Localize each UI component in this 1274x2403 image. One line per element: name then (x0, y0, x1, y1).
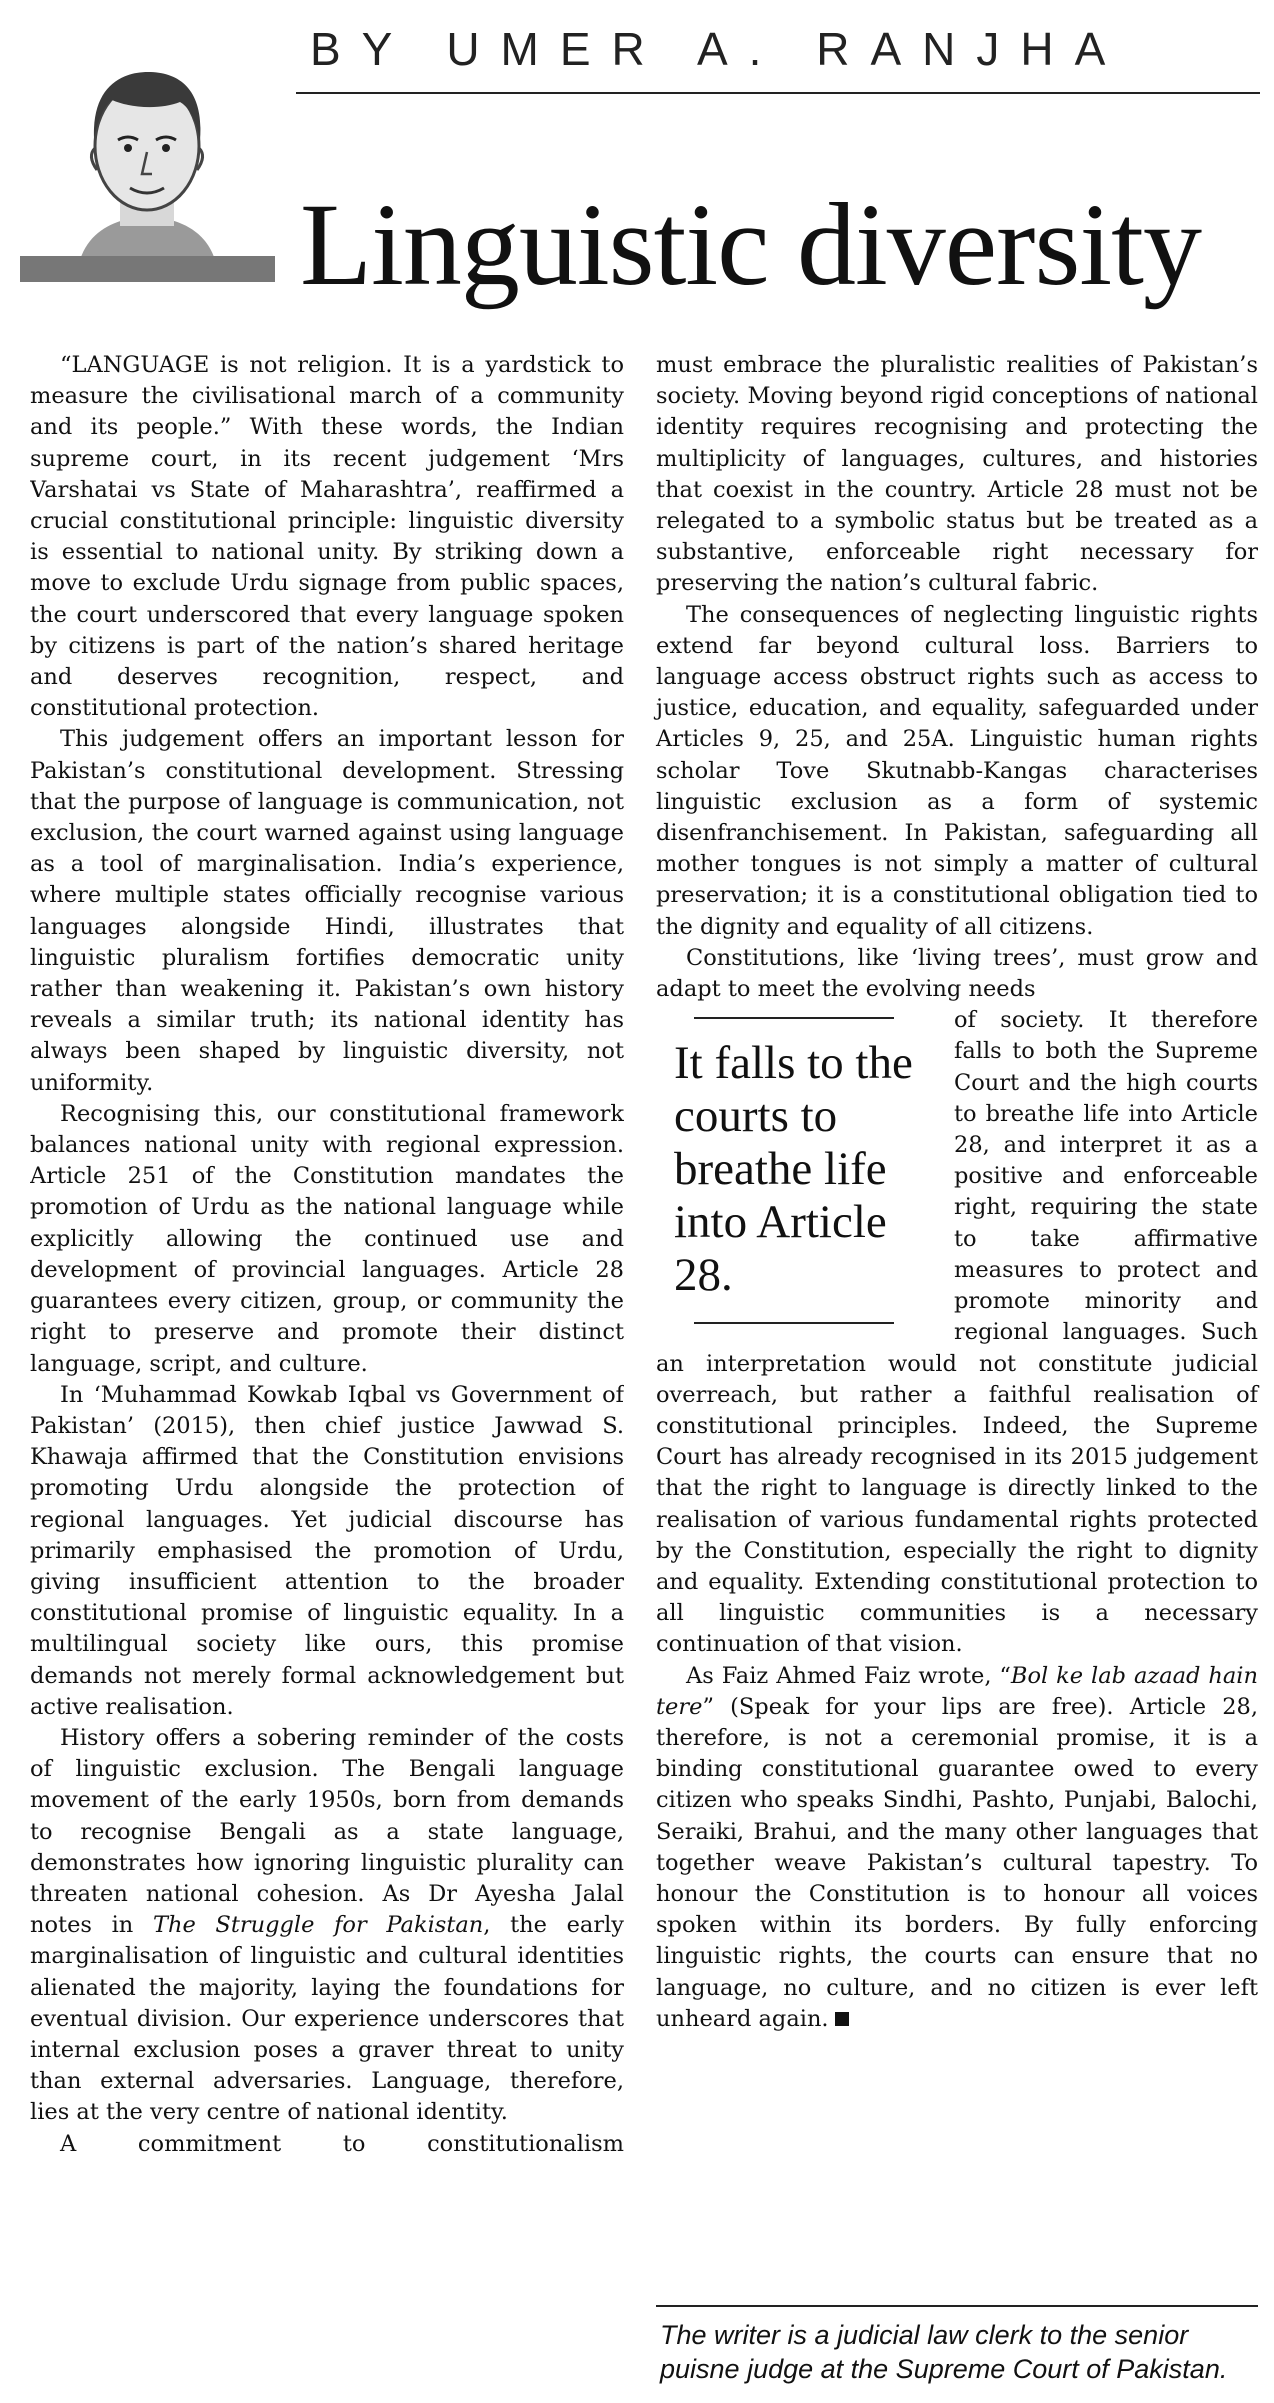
pull-quote-text: It falls to the courts to breathe life into Article 28. (674, 1037, 913, 1302)
portrait-base-bar (20, 256, 275, 282)
paragraph: Recognising this, our constitutional framework balances national unity with regional expression. Article 251 of the Constitution mandates the promotion of Urdu as the national language while explicitly allowing the continued use and development of provincial languages. Article 28 guarantees every citizen, group, or community the right to preserve and promote their distinct language, script, and culture. (30, 1100, 624, 1377)
paragraph (656, 943, 1258, 1005)
text-run: , the early marginalisation of linguistic and cultural identities alienated the majority, laying the foundations for eventual division. Our experience underscores that internal exclusion poses a graver threat to unity than external adversaries. Language, therefore, lies at the very centre of national identity. (30, 1912, 624, 2126)
author-footnote: The writer is a judicial law clerk to the senior puisne judge at the Supreme Court of Pakistan. (660, 2320, 1228, 2384)
byline-rule (296, 92, 1260, 94)
paragraph: In ‘Muhammad Kowkab Iqbal vs Government of Pakistan’ (2015), then chief justice Jawwad S. Khawaja affirmed that the Constitution envisions promoting Urdu alongside the protection of regional languages. Yet judicial discourse has primarily emphasised the promotion of Urdu, giving insufficient attention to the broader constitutional promise of linguistic equality. In a multilingual society like ours, this promise demands not merely formal acknowledgement but active realisation. (30, 1381, 624, 1720)
text-run: ” (Speak for your lips are free). Article 28, therefore, is not a ceremonial promise, it is a binding constitutional guarantee owed to every citizen who speaks Sindhi, Pashto, Punjabi, Balochi, Seraiki, Brahui, and the many other languages that together weave Pakistan’s cultural tapestry. To honour the Constitution is to honour all voices spoken within its borders. By fully enforcing linguistic rights, the courts can ensure that no language, no culture, and no citizen is ever left unheard again. (656, 1693, 1258, 2032)
paragraph: must embrace the pluralistic realities of Pakistan’s society. Moving beyond rigid conceptions of national identity requires recognising and protecting the multiplicity of languages, cultures, and histories that coexist in the country. Article 28 must not be relegated to a symbolic status but be treated as a substantive, enforceable right necessary for preserving the nation’s cultural fabric. (656, 352, 1258, 597)
paragraph: of society. It therefore falls to both the Supreme Court and the high courts to breathe life into Article 28, and interpret it as a positive and enforceable right, requiring the state to take affirmative measures to protect and promote minority and regional languages. Such an interpretation would not constitute judicial overreach, but rather a faithful realisation of constitutional principles. Indeed, the Supreme Court has already recognised in its 2015 judgement that the right to language is directly linked to the realisation of various fundamental rights protected by the Constitution, especially the right to dignity and equality. Extending constitutional protection to all linguistic communities is a necessary continuation of that vision. (656, 1007, 1258, 1658)
footnote-rule (656, 2305, 1258, 2307)
pull-quote-rule-bottom (694, 1322, 894, 1324)
text-run: As Faiz Ahmed Faiz wrote, “ (686, 1662, 1011, 1689)
paragraph: The consequences of neglecting linguistic rights extend far beyond cultural loss. Barriers to language access obstruct rights such as access to justice, education, and equality, safeguarded under Articles 9, 25, and 25A. Linguistic human rights scholar Tove Skutnabb-Kangas characterises linguistic exclusion as a form of systemic disenfranchisement. In Pakistan, safeguarding all mother tongues is not simply a matter of cultural preservation; it is a constitutional obligation tied to the dignity and equality of all citizens. (656, 601, 1258, 940)
headline: Linguistic diversity (300, 179, 1201, 310)
pull-quote-rule-top (694, 1017, 894, 1019)
text-run: History offers a sobering reminder of the costs of linguistic exclusion. The Bengali language movement of the early 1950s, born from demands to recognise Bengali as a state language, demonstrates how ignoring linguistic plurality can threaten national cohesion. As Dr Ayesha Jalal notes in (30, 1724, 624, 1939)
pull-quote (660, 1017, 930, 1324)
byline: BY UMER A. RANJHA (310, 23, 1127, 75)
end-mark-icon (835, 2012, 849, 2026)
paragraph: This judgement offers an important lesson for Pakistan’s constitutional development. Stressing that the purpose of language is communication, not exclusion, the court warned against using language as a tool of marginalisation. India’s experience, where multiple states officially recognise various languages alongside Hindi, illustrates that linguistic pluralism fortifies democratic unity rather than weakening it. Pakistan’s own history reveals a similar truth; its national identity has always been shaped by linguistic diversity, not uniformity. (30, 726, 624, 1096)
paragraph (30, 1723, 624, 2129)
column-right (656, 350, 1258, 2035)
column-left (30, 350, 624, 2390)
faiz-quote: Bol ke lab azaad hain tere (656, 1662, 1258, 1720)
author-portrait (20, 18, 274, 278)
text-run: Constitutions, like ‘living trees’, must grow and adapt to meet the evolving needs (656, 944, 1258, 1003)
paragraph: A commitment to constitutionalism (60, 2130, 624, 2157)
paragraph: “LANGUAGE is not religion. It is a yardstick to measure the civilisational march of a community and its people.” With these words, the Indian supreme court, in its recent judgement ‘Mrs Varshatai vs State of Maharashtra’, reaffirmed a crucial constitutional principle: linguistic diversity is essential to national unity. By striking down a move to exclude Urdu signage from public spaces, the court underscored that every language spoken by citizens is part of the nation’s shared heritage and deserves recognition, respect, and constitutional protection. (30, 352, 624, 722)
paragraph (656, 1661, 1258, 2035)
book-title: The Struggle for Pakistan (152, 1912, 484, 1939)
